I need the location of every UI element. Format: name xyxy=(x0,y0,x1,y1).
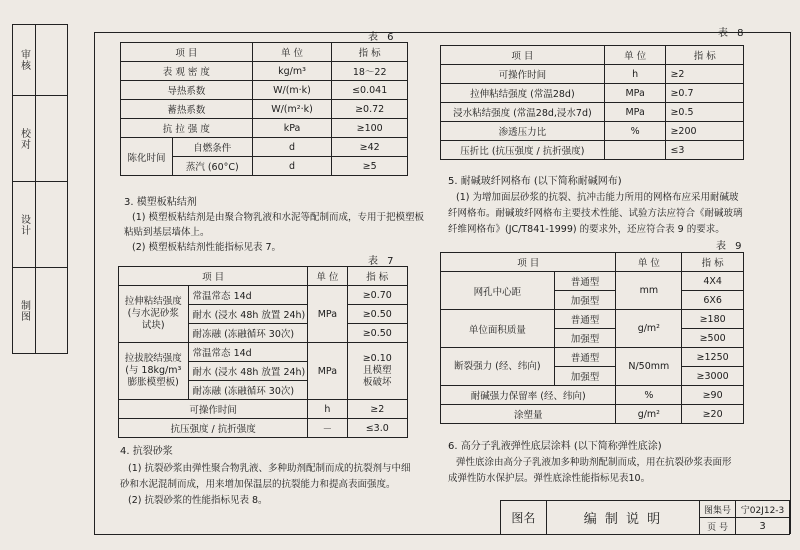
cell: ≥42 xyxy=(332,138,408,157)
table-row xyxy=(119,286,408,305)
table-row xyxy=(441,141,744,160)
header-cell: 指 标 xyxy=(332,43,408,62)
section6-line: 成弹性防水保护层。弹性底涂性能指标见表10。 xyxy=(448,473,651,484)
table6-number: 表 6 xyxy=(368,32,397,43)
cell: W/(m²·k) xyxy=(252,100,332,119)
cell: ≥2 xyxy=(666,65,744,84)
group-name-line: 拉伸粘结强度 xyxy=(124,296,182,307)
frame-border-right xyxy=(790,32,791,534)
cell: ≤3 xyxy=(666,141,744,160)
table-row xyxy=(121,62,408,81)
table8-number: 表 8 xyxy=(718,28,747,39)
cell: 4X4 xyxy=(682,272,744,291)
table-row xyxy=(121,138,408,157)
table-row xyxy=(121,119,408,138)
cell: 加强型 xyxy=(554,291,616,310)
cell: ≥0.72 xyxy=(332,100,408,119)
cell: 常温常态 14d xyxy=(188,286,308,305)
section3-line: (2) 模塑板粘结剂性能指标见表 7。 xyxy=(132,242,282,253)
cell: ≥0.50 xyxy=(347,324,407,343)
signature-name xyxy=(35,25,67,95)
title-block xyxy=(500,500,790,534)
table-row xyxy=(441,310,744,329)
table-row xyxy=(119,400,408,419)
signature-name xyxy=(35,268,67,354)
table-row xyxy=(441,348,744,367)
frame-border-top xyxy=(94,32,790,33)
cell: 浸水粘结强度 (常温28d,浸水7d) xyxy=(441,103,605,122)
cell: ≤0.041 xyxy=(332,81,408,100)
cell: 普通型 xyxy=(554,310,616,329)
group-cell xyxy=(119,286,189,343)
cell: 耐冻融 (冻融循环 30次) xyxy=(188,381,308,400)
value-cell xyxy=(347,343,407,400)
group-cell xyxy=(119,343,189,400)
table9 xyxy=(440,252,744,424)
table-row xyxy=(441,405,744,424)
unit-cell: N/50mm xyxy=(616,348,682,386)
cell: ≥0.7 xyxy=(666,84,744,103)
cell: 蒸汽 (60°C) xyxy=(172,157,252,176)
cell: MPa xyxy=(604,84,666,103)
cell: 加强型 xyxy=(554,367,616,386)
cell: % xyxy=(604,122,666,141)
header-cell: 单 位 xyxy=(308,267,347,286)
cell: ≤3.0 xyxy=(347,419,407,438)
group-name-line: 试块) xyxy=(141,320,165,331)
signature-row-check xyxy=(13,95,67,182)
header-cell: 项 目 xyxy=(441,253,616,272)
cell: ≥0.5 xyxy=(666,103,744,122)
table-header-row xyxy=(119,267,408,286)
cell: ≥90 xyxy=(682,386,744,405)
section5-line: 纤维网格布》(JC/T841-1999) 的要求外，还应符合表 9 的要求。 xyxy=(448,224,725,235)
cell: ≥1250 xyxy=(682,348,744,367)
unit-cell: mm xyxy=(616,272,682,310)
group-name-line: 拉拔胶结强度 xyxy=(124,353,182,364)
cell: 渗透压力比 xyxy=(441,122,605,141)
group-name-line: (与水泥砂浆 xyxy=(127,308,179,319)
signature-strip xyxy=(12,24,68,354)
cell: kPa xyxy=(252,119,332,138)
section5-title: 5. 耐碱玻纤网格布 (以下简称耐碱网布) xyxy=(448,176,622,187)
title-block-row xyxy=(501,501,790,518)
table-row xyxy=(441,103,744,122)
cell: h xyxy=(604,65,666,84)
header-cell: 指 标 xyxy=(347,267,407,286)
cell: g/m² xyxy=(616,405,682,424)
value-line: 且模塑 xyxy=(363,365,392,376)
cell: d xyxy=(252,157,332,176)
header-cell: 项 目 xyxy=(441,46,605,65)
cell: W/(m·k) xyxy=(252,81,332,100)
cell: % xyxy=(616,386,682,405)
table-header-row xyxy=(441,46,744,65)
table9-number: 表 9 xyxy=(716,241,745,252)
table-row xyxy=(119,419,408,438)
signature-row-design xyxy=(13,181,67,268)
table8 xyxy=(440,45,744,160)
group-cell: 断裂强力 (经、纬向) xyxy=(441,348,555,386)
table7 xyxy=(118,266,408,438)
cell: h xyxy=(308,400,347,419)
cell: 普通型 xyxy=(554,272,616,291)
signature-label: 审核 xyxy=(18,49,30,71)
section6-line: 弹性底涂由高分子乳液加多种助剂配制而成，用在抗裂砂浆表面形 xyxy=(456,457,732,468)
header-cell: 单 位 xyxy=(616,253,682,272)
cell xyxy=(604,141,666,160)
cell: ≥0.70 xyxy=(347,286,407,305)
header-cell: 项 目 xyxy=(121,43,253,62)
header-cell: 指 标 xyxy=(666,46,744,65)
cell: 耐水 (浸水 48h 放置 24h) xyxy=(188,305,308,324)
cell: 18～22 xyxy=(332,62,408,81)
section3-title: 3. 模塑板粘结剂 xyxy=(124,197,197,208)
cell: 可操作时间 xyxy=(119,400,308,419)
unit-cell: MPa xyxy=(308,343,347,400)
header-cell: 单 位 xyxy=(252,43,332,62)
group-name-line: (与 18kg/m³ xyxy=(125,365,182,376)
table-row xyxy=(441,272,744,291)
value-line: 板破坏 xyxy=(363,377,392,388)
cell: 导热系数 xyxy=(121,81,253,100)
signature-row-review xyxy=(13,25,67,95)
section6-title: 6. 高分子乳液弹性底层涂料 (以下简称弹性底涂) xyxy=(448,441,662,452)
page-number-label: 页 号 xyxy=(700,518,736,535)
cell: ≥200 xyxy=(666,122,744,141)
cell: 压折比 (抗压强度 / 抗折强度) xyxy=(441,141,605,160)
cell: 自燃条件 xyxy=(172,138,252,157)
cell: 耐冻融 (冻融循环 30次) xyxy=(188,324,308,343)
cell: ≥5 xyxy=(332,157,408,176)
atlas-number: 宁02J12-3 xyxy=(736,501,790,518)
table-row xyxy=(441,84,744,103)
cell: 耐水 (浸水 48h 放置 24h) xyxy=(188,362,308,381)
header-cell: 项 目 xyxy=(119,267,308,286)
frame-border-left xyxy=(94,32,95,534)
cell: d xyxy=(252,138,332,157)
header-cell: 单 位 xyxy=(604,46,666,65)
cell: 抗压强度 / 抗折强度 xyxy=(119,419,308,438)
title-block-table xyxy=(500,500,790,535)
signature-row-draw xyxy=(13,267,67,354)
section3-line: (1) 模塑板粘结剂是由聚合物乳液和水泥等配制而成，专用于把模塑板 xyxy=(132,212,424,223)
cell: ≥3000 xyxy=(682,367,744,386)
cell: 普通型 xyxy=(554,348,616,367)
cell: ≥2 xyxy=(347,400,407,419)
cell: ≥100 xyxy=(332,119,408,138)
signature-name xyxy=(35,182,67,268)
cell: 耐碱强力保留率 (经、纬向) xyxy=(441,386,616,405)
group-cell: 陈化时间 xyxy=(121,138,173,176)
table-row xyxy=(441,65,744,84)
cell: ≥0.50 xyxy=(347,305,407,324)
table-row xyxy=(441,386,744,405)
page-number: 3 xyxy=(736,518,790,535)
section4-line: (1) 抗裂砂浆由弹性聚合物乳液、多种助剂配制而成的抗裂剂与中细 xyxy=(128,463,411,474)
table-header-row xyxy=(121,43,408,62)
cell: 6X6 xyxy=(682,291,744,310)
table-row xyxy=(441,122,744,141)
value-line: ≥0.10 xyxy=(362,353,392,364)
section4-title: 4. 抗裂砂浆 xyxy=(120,446,173,457)
cell: 涂塑量 xyxy=(441,405,616,424)
cell: 表 观 密 度 xyxy=(121,62,253,81)
group-name-line: 膨胀模塑板) xyxy=(127,377,179,388)
table-row xyxy=(121,81,408,100)
table7-number: 表 7 xyxy=(368,256,397,267)
cell: 加强型 xyxy=(554,329,616,348)
header-cell: 指 标 xyxy=(682,253,744,272)
cell: MPa xyxy=(604,103,666,122)
cell: ≥500 xyxy=(682,329,744,348)
section4-line: (2) 抗裂砂浆的性能指标见表 8。 xyxy=(128,495,268,506)
signature-label: 设计 xyxy=(18,214,30,236)
cell: ≥20 xyxy=(682,405,744,424)
table-header-row xyxy=(441,253,744,272)
cell: 常温常态 14d xyxy=(188,343,308,362)
cell: kg/m³ xyxy=(252,62,332,81)
group-cell: 网孔中心距 xyxy=(441,272,555,310)
group-cell: 单位面积质量 xyxy=(441,310,555,348)
cell: － xyxy=(308,419,347,438)
atlas-number-label: 图集号 xyxy=(700,501,736,518)
cell: 拉伸粘结强度 (常温28d) xyxy=(441,84,605,103)
section3-line: 粘贴到基层墙体上。 xyxy=(124,227,210,238)
section4-line: 砂和水泥混制而成，用来增加保温层的抗裂能力和提高表面强度。 xyxy=(120,479,396,490)
cell: ≥180 xyxy=(682,310,744,329)
drawing-name-label: 图名 xyxy=(501,501,547,535)
table6 xyxy=(120,42,408,176)
unit-cell: MPa xyxy=(308,286,347,343)
section5-line: (1) 为增加面层砂浆的抗裂、抗冲击能力所用的网格布应采用耐碱玻 xyxy=(456,192,739,203)
signature-name xyxy=(35,96,67,182)
cell: 蓄热系数 xyxy=(121,100,253,119)
table-row xyxy=(121,100,408,119)
unit-cell: g/m² xyxy=(616,310,682,348)
cell: 抗 拉 强 度 xyxy=(121,119,253,138)
table-row xyxy=(119,343,408,362)
cell: 可操作时间 xyxy=(441,65,605,84)
signature-label: 制图 xyxy=(18,300,30,322)
drawing-title: 编 制 说 明 xyxy=(546,501,699,535)
section5-line: 纤网格布。耐碱玻纤网格布主要技术性能、试验方法应符合《耐碱玻璃 xyxy=(448,208,743,219)
signature-label: 校对 xyxy=(18,128,30,150)
